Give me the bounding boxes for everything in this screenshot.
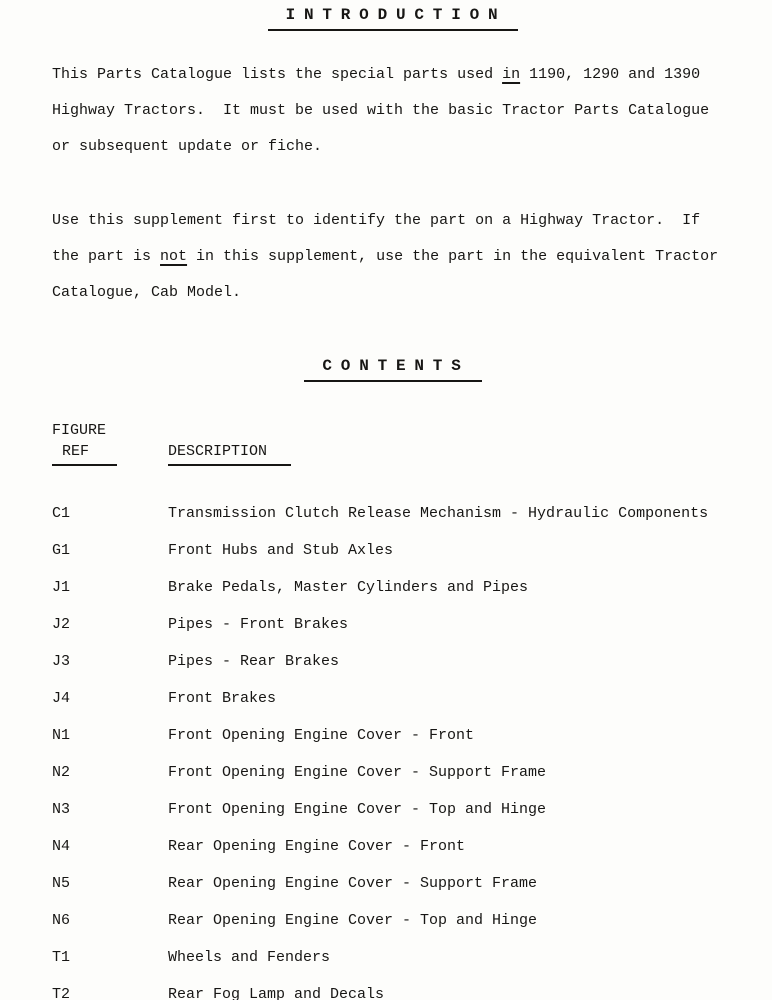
paragraph-2-underlined-word: not bbox=[160, 248, 188, 265]
description-header bbox=[168, 441, 291, 466]
figure-description: Brake Pedals, Master Cylinders and Pipes bbox=[168, 579, 529, 596]
figure-ref-header bbox=[52, 420, 168, 466]
figure-ref: N3 bbox=[52, 801, 71, 818]
figure-description: Front Brakes bbox=[168, 690, 277, 707]
figure-ref: T1 bbox=[52, 949, 71, 966]
figure-ref: N4 bbox=[52, 838, 71, 855]
contents-row bbox=[52, 689, 734, 709]
figure-description: Front Opening Engine Cover - Front bbox=[168, 727, 475, 744]
intro-paragraph-1 bbox=[52, 57, 734, 165]
figure-ref: J2 bbox=[52, 616, 71, 633]
contents-row bbox=[52, 615, 734, 635]
description-header-label: DESCRIPTION bbox=[168, 441, 291, 466]
intro-paragraph-2 bbox=[52, 203, 734, 311]
figure-description: Front Opening Engine Cover - Support Frame bbox=[168, 764, 547, 781]
contents-row bbox=[52, 504, 734, 524]
figure-description: Pipes - Rear Brakes bbox=[168, 653, 340, 670]
contents-row bbox=[52, 911, 734, 931]
figure-description: Front Hubs and Stub Axles bbox=[168, 542, 394, 559]
figure-ref: T2 bbox=[52, 986, 71, 1000]
figure-description: Front Opening Engine Cover - Top and Hinge bbox=[168, 801, 547, 818]
figure-ref: N1 bbox=[52, 727, 71, 744]
figure-description: Pipes - Front Brakes bbox=[168, 616, 349, 633]
contents-heading: CONTENTS bbox=[304, 357, 481, 382]
figure-header-label: FIGURE bbox=[52, 422, 107, 439]
contents-row bbox=[52, 763, 734, 783]
contents-row bbox=[52, 578, 734, 598]
figure-description: Rear Opening Engine Cover - Support Frame bbox=[168, 875, 538, 892]
intro-heading-wrap bbox=[52, 6, 734, 31]
figure-description: Rear Fog Lamp and Decals bbox=[168, 986, 385, 1000]
figure-description: Rear Opening Engine Cover - Top and Hinge bbox=[168, 912, 538, 929]
figure-ref: N2 bbox=[52, 764, 71, 781]
paragraph-1-text-a: This Parts Catalogue lists the special parts used bbox=[52, 66, 503, 83]
paragraph-1-underlined-word: in bbox=[502, 66, 521, 83]
ref-header-label: REF bbox=[52, 441, 117, 466]
contents-row bbox=[52, 652, 734, 672]
contents-row bbox=[52, 874, 734, 894]
contents-row bbox=[52, 726, 734, 746]
figure-ref: J3 bbox=[52, 653, 71, 670]
contents-row bbox=[52, 541, 734, 561]
text-column bbox=[52, 6, 734, 1000]
intro-heading: INTRODUCTION bbox=[268, 6, 519, 31]
contents-heading-wrap bbox=[52, 357, 734, 382]
figure-description: Rear Opening Engine Cover - Front bbox=[168, 838, 466, 855]
figure-ref: N6 bbox=[52, 912, 71, 929]
figure-description: Transmission Clutch Release Mechanism - Hydraulic Components bbox=[168, 505, 709, 522]
paragraph-2-text-b: in this supplement, use the part in the equivalent Tractor Catalogue, Cab Model. bbox=[52, 248, 728, 301]
figure-ref: G1 bbox=[52, 542, 71, 559]
contents-rows bbox=[52, 504, 734, 1000]
paragraph-1-text-b: 1190, 1290 and 1390 Highway Tractors. It must be used with the basic Tractor Parts Catalogue or subsequent update or fiche. bbox=[52, 66, 719, 155]
figure-ref: J4 bbox=[52, 690, 71, 707]
figure-ref: J1 bbox=[52, 579, 71, 596]
contents-row bbox=[52, 948, 734, 968]
figure-ref: N5 bbox=[52, 875, 71, 892]
contents-row bbox=[52, 837, 734, 857]
contents-row bbox=[52, 800, 734, 820]
paragraph-2-text-a: Use this supplement first to identify the part on a Highway Tractor. If the part is bbox=[52, 212, 710, 265]
figure-ref: C1 bbox=[52, 505, 71, 522]
contents-row bbox=[52, 985, 734, 1000]
figure-description: Wheels and Fenders bbox=[168, 949, 331, 966]
contents-table-header bbox=[52, 420, 734, 466]
